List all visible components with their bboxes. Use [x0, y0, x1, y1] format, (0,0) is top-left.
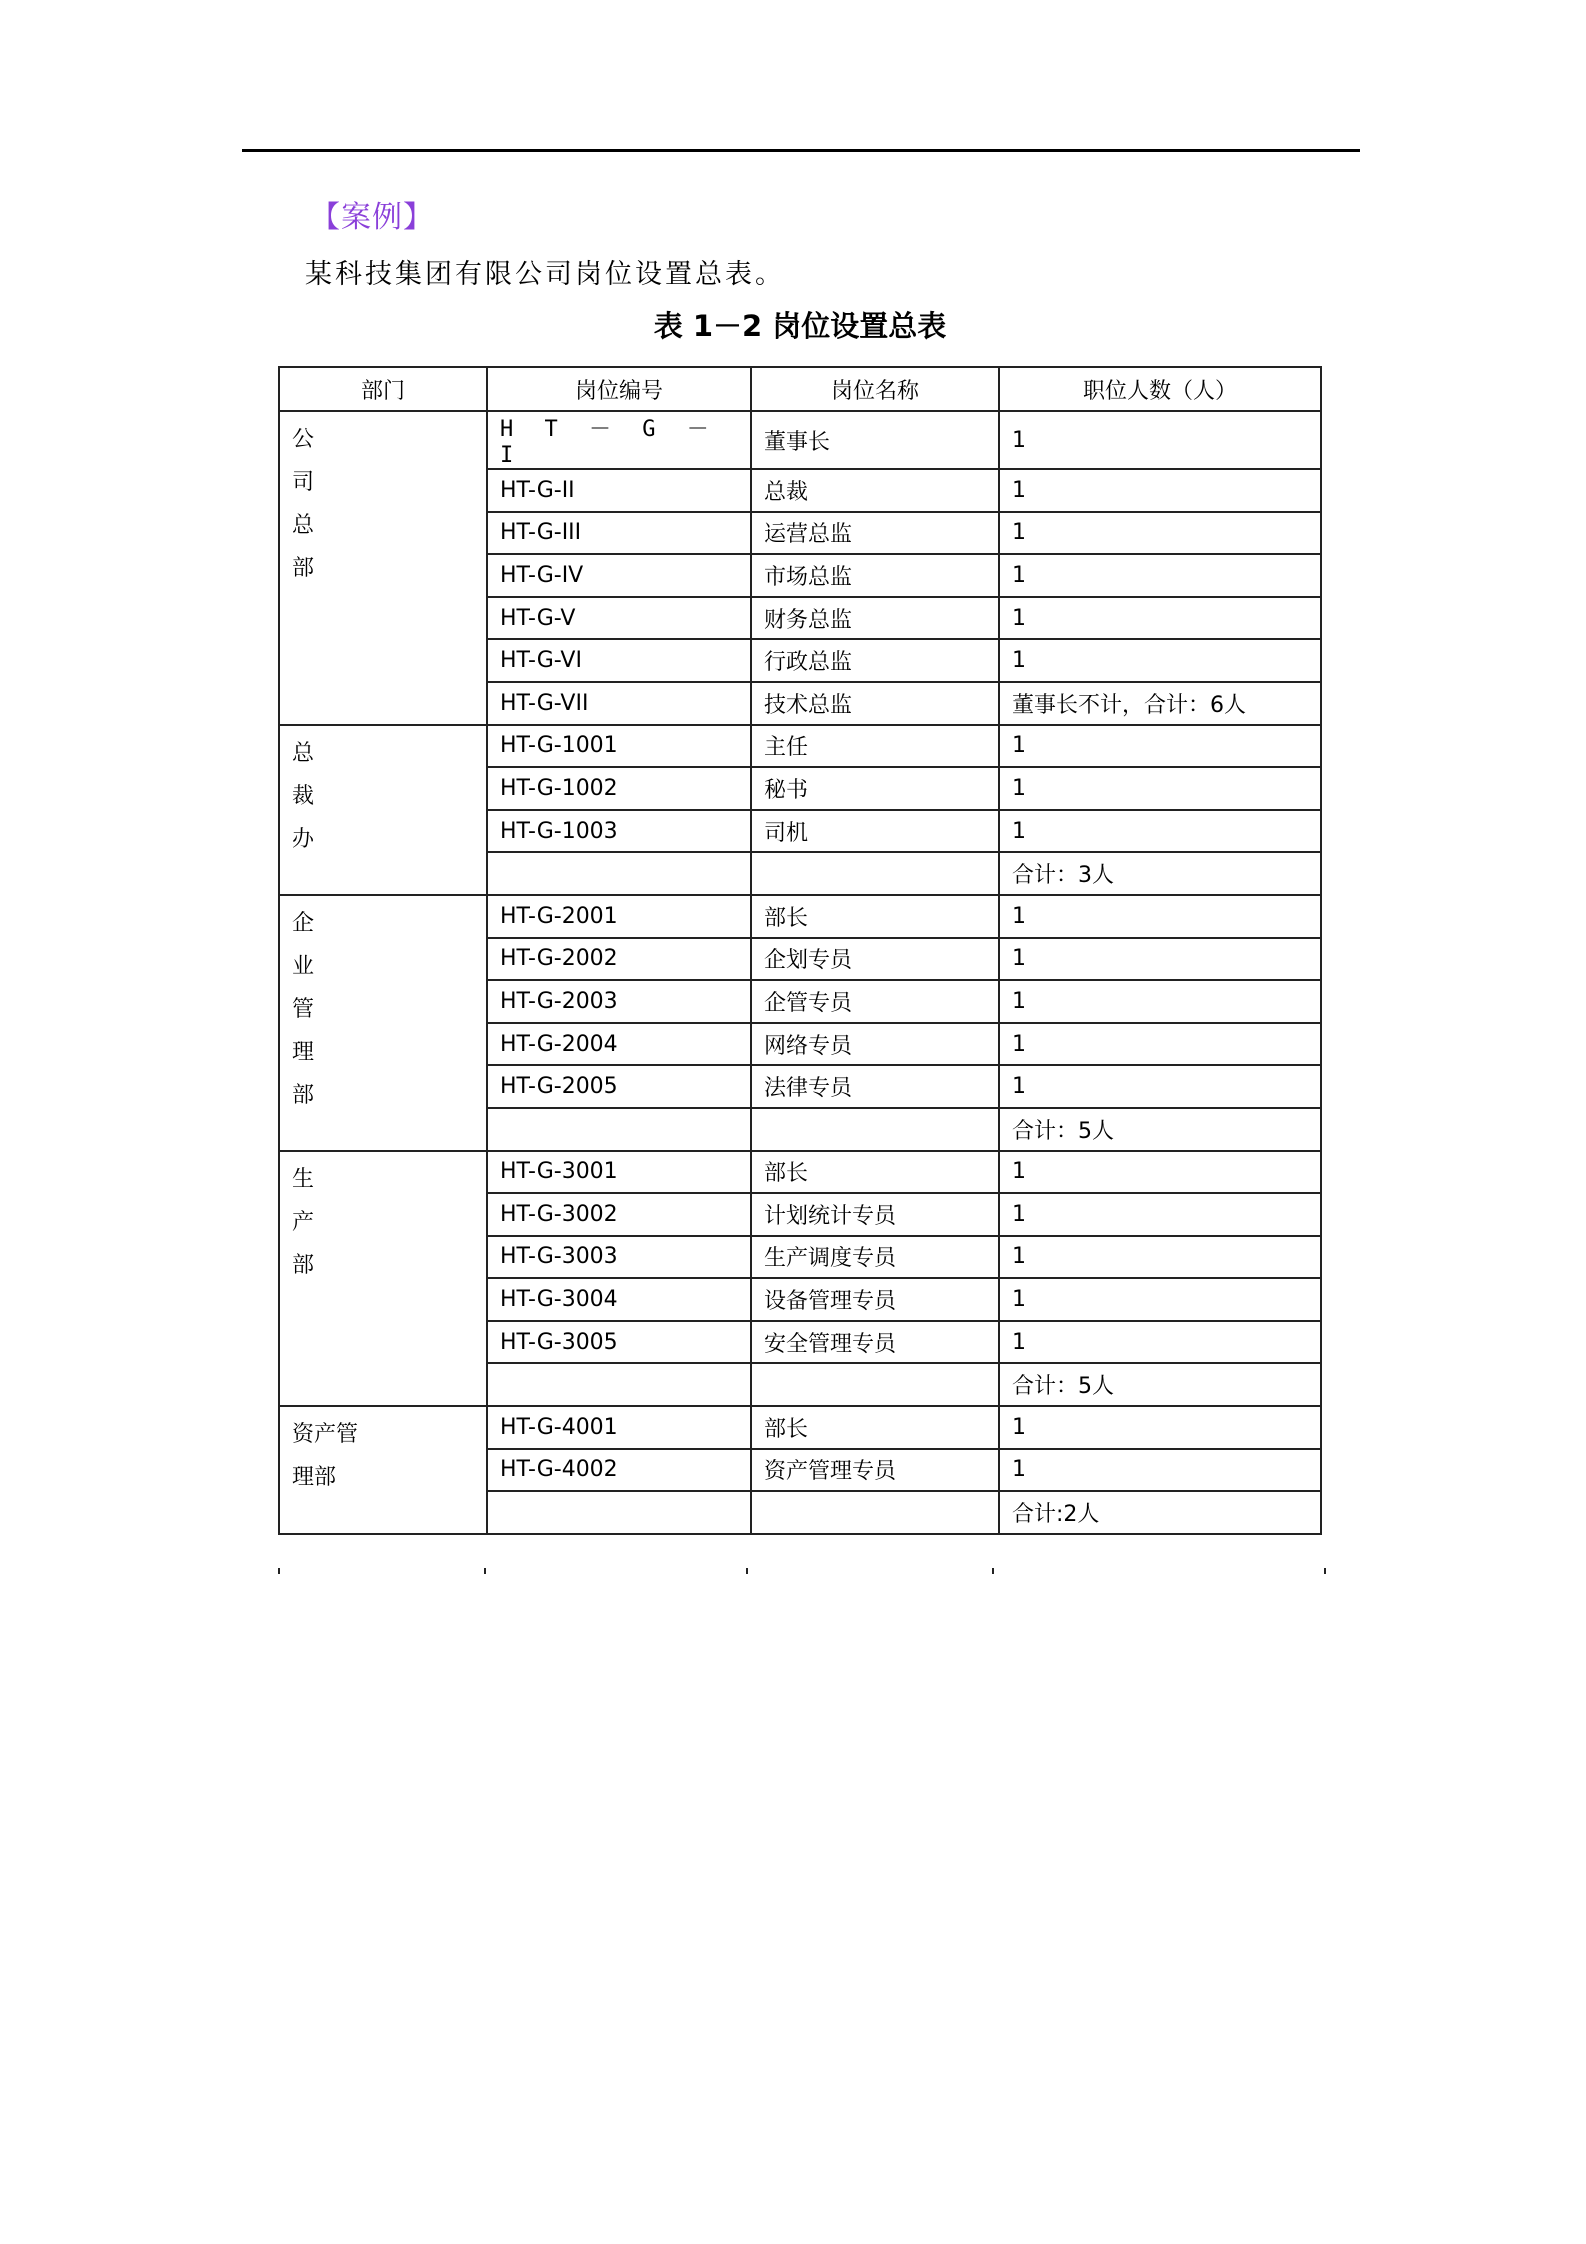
position-code: HT-G-1002 [487, 767, 751, 810]
dept-label-char: 部 [292, 556, 315, 581]
table-caption: 表 1－2 岗位设置总表 [653, 309, 947, 343]
position-name: 企管专员 [751, 980, 999, 1023]
position-name: 财务总监 [751, 597, 999, 640]
position-name: 网络专员 [751, 1023, 999, 1066]
position-count: 1 [999, 1236, 1321, 1279]
position-name: 安全管理专员 [751, 1321, 999, 1364]
position-code: HT-G-2005 [487, 1065, 751, 1108]
position-code: HT-G-3002 [487, 1193, 751, 1236]
dept-label-char: 部 [292, 1252, 315, 1278]
position-count: 1 [999, 895, 1321, 938]
position-name: 设备管理专员 [751, 1278, 999, 1321]
position-count: 1 [999, 1406, 1321, 1449]
position-code: HT-G-V [487, 597, 751, 640]
dept-label-char: 公 [292, 427, 315, 452]
position-code: HT-G-2001 [487, 895, 751, 938]
dept-label-char: 总 [292, 513, 315, 538]
position-count: 1 [999, 639, 1321, 682]
dept-label-char: 办 [292, 826, 315, 852]
position-count: 1 [999, 512, 1321, 555]
position-count: 1 [999, 597, 1321, 640]
table-row [279, 411, 1321, 469]
position-code: HT-G-VI [487, 639, 751, 682]
dept-label-char: 理 [292, 1039, 315, 1065]
dept-label-char: 部 [292, 1082, 315, 1108]
position-name: 总裁 [751, 469, 999, 512]
dept-label [292, 418, 474, 590]
position-code: HT-G-IV [487, 554, 751, 597]
position-code: H T － G － I [487, 411, 751, 469]
position-code: HT-G-2003 [487, 980, 751, 1023]
dept-label-char: 业 [292, 953, 315, 979]
position-name [751, 1363, 999, 1406]
position-count: 1 [999, 554, 1321, 597]
position-code [487, 1363, 751, 1406]
header-name: 岗位名称 [751, 367, 999, 411]
dept-label [292, 732, 474, 861]
position-name: 秘书 [751, 767, 999, 810]
position-code: HT-G-1001 [487, 725, 751, 768]
position-name [751, 852, 999, 895]
position-count: 1 [999, 980, 1321, 1023]
case-label: 【案例】 [310, 200, 434, 235]
header-dept: 部门 [279, 367, 487, 411]
position-count: 合计：3人 [999, 852, 1321, 895]
position-count: 1 [999, 1023, 1321, 1066]
post-setup-table [278, 366, 1322, 1535]
dept-label [292, 1413, 474, 1499]
dept-cell [279, 725, 487, 895]
position-name: 部长 [751, 1406, 999, 1449]
position-count: 董事长不计，合计：6人 [999, 682, 1321, 725]
position-count: 1 [999, 1151, 1321, 1194]
position-name: 运营总监 [751, 512, 999, 555]
dept-label-char: 企 [292, 910, 315, 936]
position-code: HT-G-II [487, 469, 751, 512]
position-code [487, 1108, 751, 1151]
dept-label [292, 902, 474, 1117]
position-name: 行政总监 [751, 639, 999, 682]
header-code: 岗位编号 [487, 367, 751, 411]
table-body [279, 411, 1321, 1534]
position-count: 1 [999, 1278, 1321, 1321]
position-count: 1 [999, 767, 1321, 810]
header-rule [242, 149, 1360, 152]
dept-label-char: 总 [292, 740, 315, 766]
position-code: HT-G-VII [487, 682, 751, 725]
position-count: 合计：5人 [999, 1108, 1321, 1151]
position-code: HT-G-3003 [487, 1236, 751, 1279]
position-name: 资产管理专员 [751, 1449, 999, 1492]
position-name: 司机 [751, 810, 999, 853]
intro-text: 某科技集团有限公司岗位设置总表。 [305, 259, 785, 290]
dept-cell [279, 1406, 487, 1534]
position-name: 生产调度专员 [751, 1236, 999, 1279]
dept-cell [279, 895, 487, 1151]
dept-cell [279, 1151, 487, 1407]
position-name: 法律专员 [751, 1065, 999, 1108]
position-code: HT-G-2002 [487, 938, 751, 981]
header-count: 职位人数（人） [999, 367, 1321, 411]
position-count: 1 [999, 411, 1321, 469]
dept-label-char: 裁 [292, 783, 315, 809]
position-code: HT-G-III [487, 512, 751, 555]
position-name: 企划专员 [751, 938, 999, 981]
position-count: 1 [999, 938, 1321, 981]
position-name: 主任 [751, 725, 999, 768]
position-count: 1 [999, 1321, 1321, 1364]
table-row [279, 1151, 1321, 1194]
position-count: 1 [999, 469, 1321, 512]
dept-label-line: 理部 [292, 1465, 337, 1491]
position-code: HT-G-1003 [487, 810, 751, 853]
position-name: 部长 [751, 1151, 999, 1194]
position-code: HT-G-4001 [487, 1406, 751, 1449]
position-count: 1 [999, 1193, 1321, 1236]
position-code: HT-G-3004 [487, 1278, 751, 1321]
position-count: 合计：5人 [999, 1363, 1321, 1406]
position-code: HT-G-2004 [487, 1023, 751, 1066]
position-name [751, 1108, 999, 1151]
position-count: 1 [999, 725, 1321, 768]
dept-label-char: 管 [292, 996, 315, 1022]
dept-label [292, 1158, 474, 1287]
position-code [487, 852, 751, 895]
dept-cell [279, 411, 487, 725]
position-name: 技术总监 [751, 682, 999, 725]
table-header-row [279, 367, 1321, 411]
dept-label-char: 产 [292, 1209, 315, 1235]
position-code: HT-G-4002 [487, 1449, 751, 1492]
position-code: HT-G-3005 [487, 1321, 751, 1364]
position-count: 1 [999, 1065, 1321, 1108]
dept-label-line: 资产管 [292, 1422, 359, 1448]
table-trailing-edge [278, 1568, 1326, 1574]
position-code: HT-G-3001 [487, 1151, 751, 1194]
position-name: 市场总监 [751, 554, 999, 597]
position-name: 计划统计专员 [751, 1193, 999, 1236]
position-name [751, 1491, 999, 1534]
position-name: 董事长 [751, 411, 999, 469]
dept-label-char: 司 [292, 470, 315, 495]
position-count: 合计:2人 [999, 1491, 1321, 1534]
table-row [279, 895, 1321, 938]
position-count: 1 [999, 1449, 1321, 1492]
position-code [487, 1491, 751, 1534]
position-name: 部长 [751, 895, 999, 938]
table-row [279, 1406, 1321, 1449]
table-row [279, 725, 1321, 768]
dept-label-char: 生 [292, 1166, 315, 1192]
position-count: 1 [999, 810, 1321, 853]
